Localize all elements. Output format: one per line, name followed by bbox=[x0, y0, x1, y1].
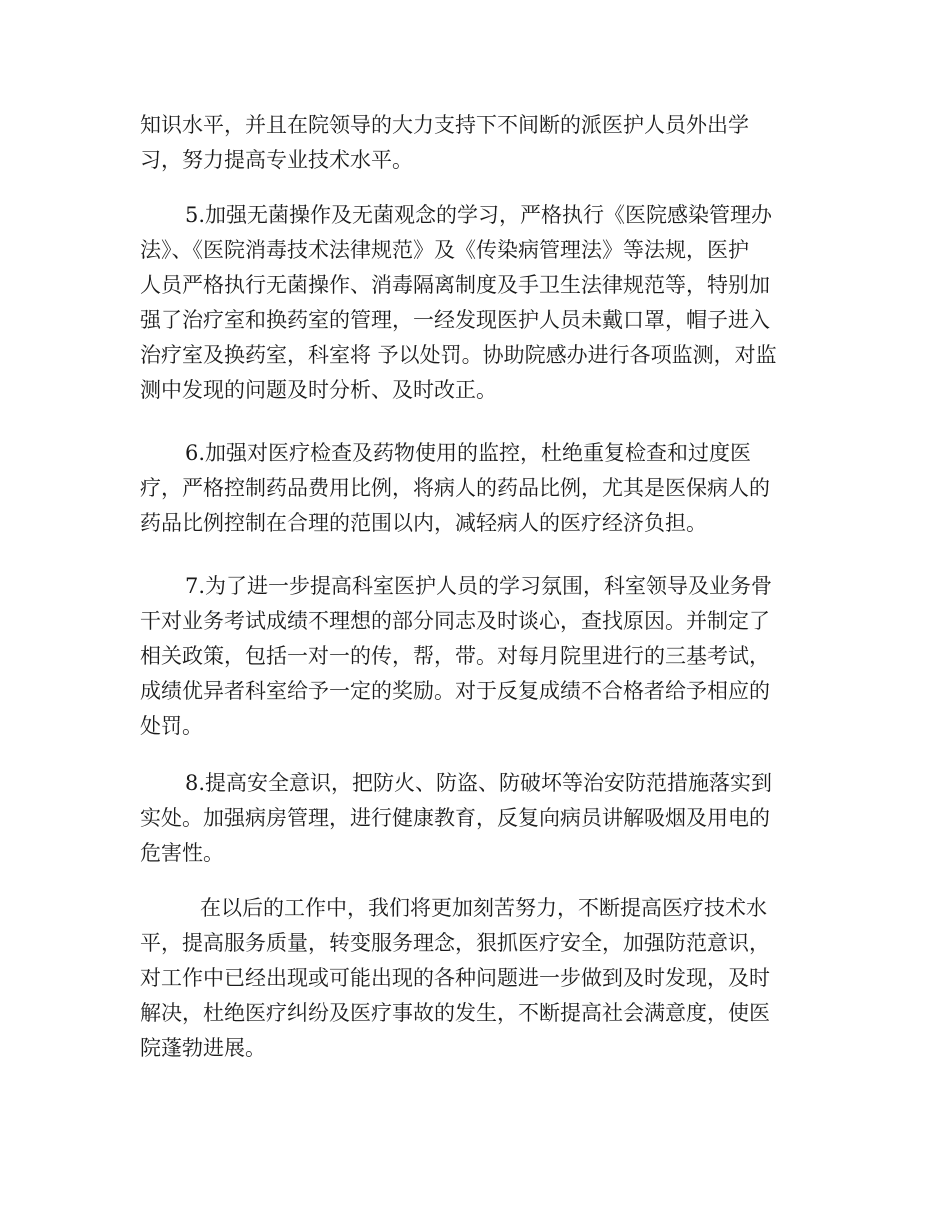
paragraph-item-5 bbox=[140, 198, 777, 408]
text-line: 5.加强无菌操作及无菌观念的学习，严格执行《医院感染管理办 bbox=[185, 203, 773, 227]
text-line: 院蓬勃进展。 bbox=[140, 1036, 266, 1060]
text-line: 成绩优异者科室给予一定的奖励。对于反复成绩不合格者给予相应的 bbox=[140, 679, 770, 703]
text-line: 强了治疗室和换药室的管理，一经发现医护人员未戴口罩，帽子进入 bbox=[140, 308, 770, 332]
paragraph-item-6 bbox=[140, 436, 770, 541]
text-line: 解决，杜绝医疗纠纷及医疗事故的发生，不断提高社会满意度，使医 bbox=[140, 1001, 770, 1025]
text-line: 治疗室及换药室，科室将 予以处罚。协助院感办进行各项监测，对监 bbox=[140, 343, 777, 367]
text-line: 6.加强对医疗检查及药物使用的监控，杜绝重复检查和过度医 bbox=[185, 441, 752, 465]
paragraph-item-8 bbox=[140, 766, 772, 871]
text-line: 8.提高安全意识，把防火、防盗、防破坏等治安防范措施落实到 bbox=[185, 771, 773, 795]
text-line: 相关政策，包括一对一的传，帮，带。对每月院里进行的三基考试， bbox=[140, 644, 770, 668]
text-line: 知识水平，并且在院领导的大力支持下不间断的派医护人员外出学 bbox=[140, 113, 749, 137]
paragraph-continuation bbox=[140, 108, 749, 178]
paragraph-item-7 bbox=[140, 569, 772, 744]
text-line: 危害性。 bbox=[140, 841, 224, 865]
text-line: 习，努力提高专业技术水平。 bbox=[140, 148, 413, 172]
text-line: 人员严格执行无菌操作、消毒隔离制度及手卫生法律规范等，特别加 bbox=[140, 273, 770, 297]
text-line: 干对业务考试成绩不理想的部分同志及时谈心，查找原因。并制定了 bbox=[140, 609, 770, 633]
text-line: 疗，严格控制药品费用比例，将病人的药品比例，尤其是医保病人的 bbox=[140, 476, 770, 500]
text-line: 在以后的工作中，我们将更加刻苦努力，不断提高医疗技术水 bbox=[200, 896, 767, 920]
text-line: 7.为了进一步提高科室医护人员的学习氛围，科室领导及业务骨 bbox=[185, 574, 773, 598]
text-line: 测中发现的问题及时分析、及时改正。 bbox=[140, 378, 497, 402]
text-line: 药品比例控制在合理的范围以内，减轻病人的医疗经济负担。 bbox=[140, 511, 707, 535]
paragraph-conclusion bbox=[140, 891, 770, 1066]
text-line: 法》、《医院消毒技术法律规范》及《传染病管理法》等法规，医护 bbox=[140, 238, 749, 262]
text-line: 平，提高服务质量，转变服务理念，狠抓医疗安全，加强防范意识， bbox=[140, 931, 770, 955]
text-line: 实处。加强病房管理，进行健康教育，反复向病员讲解吸烟及用电的 bbox=[140, 806, 770, 830]
text-line: 处罚。 bbox=[140, 714, 203, 738]
text-line: 对工作中已经出现或可能出现的各种问题进一步做到及时发现，及时 bbox=[140, 966, 770, 990]
